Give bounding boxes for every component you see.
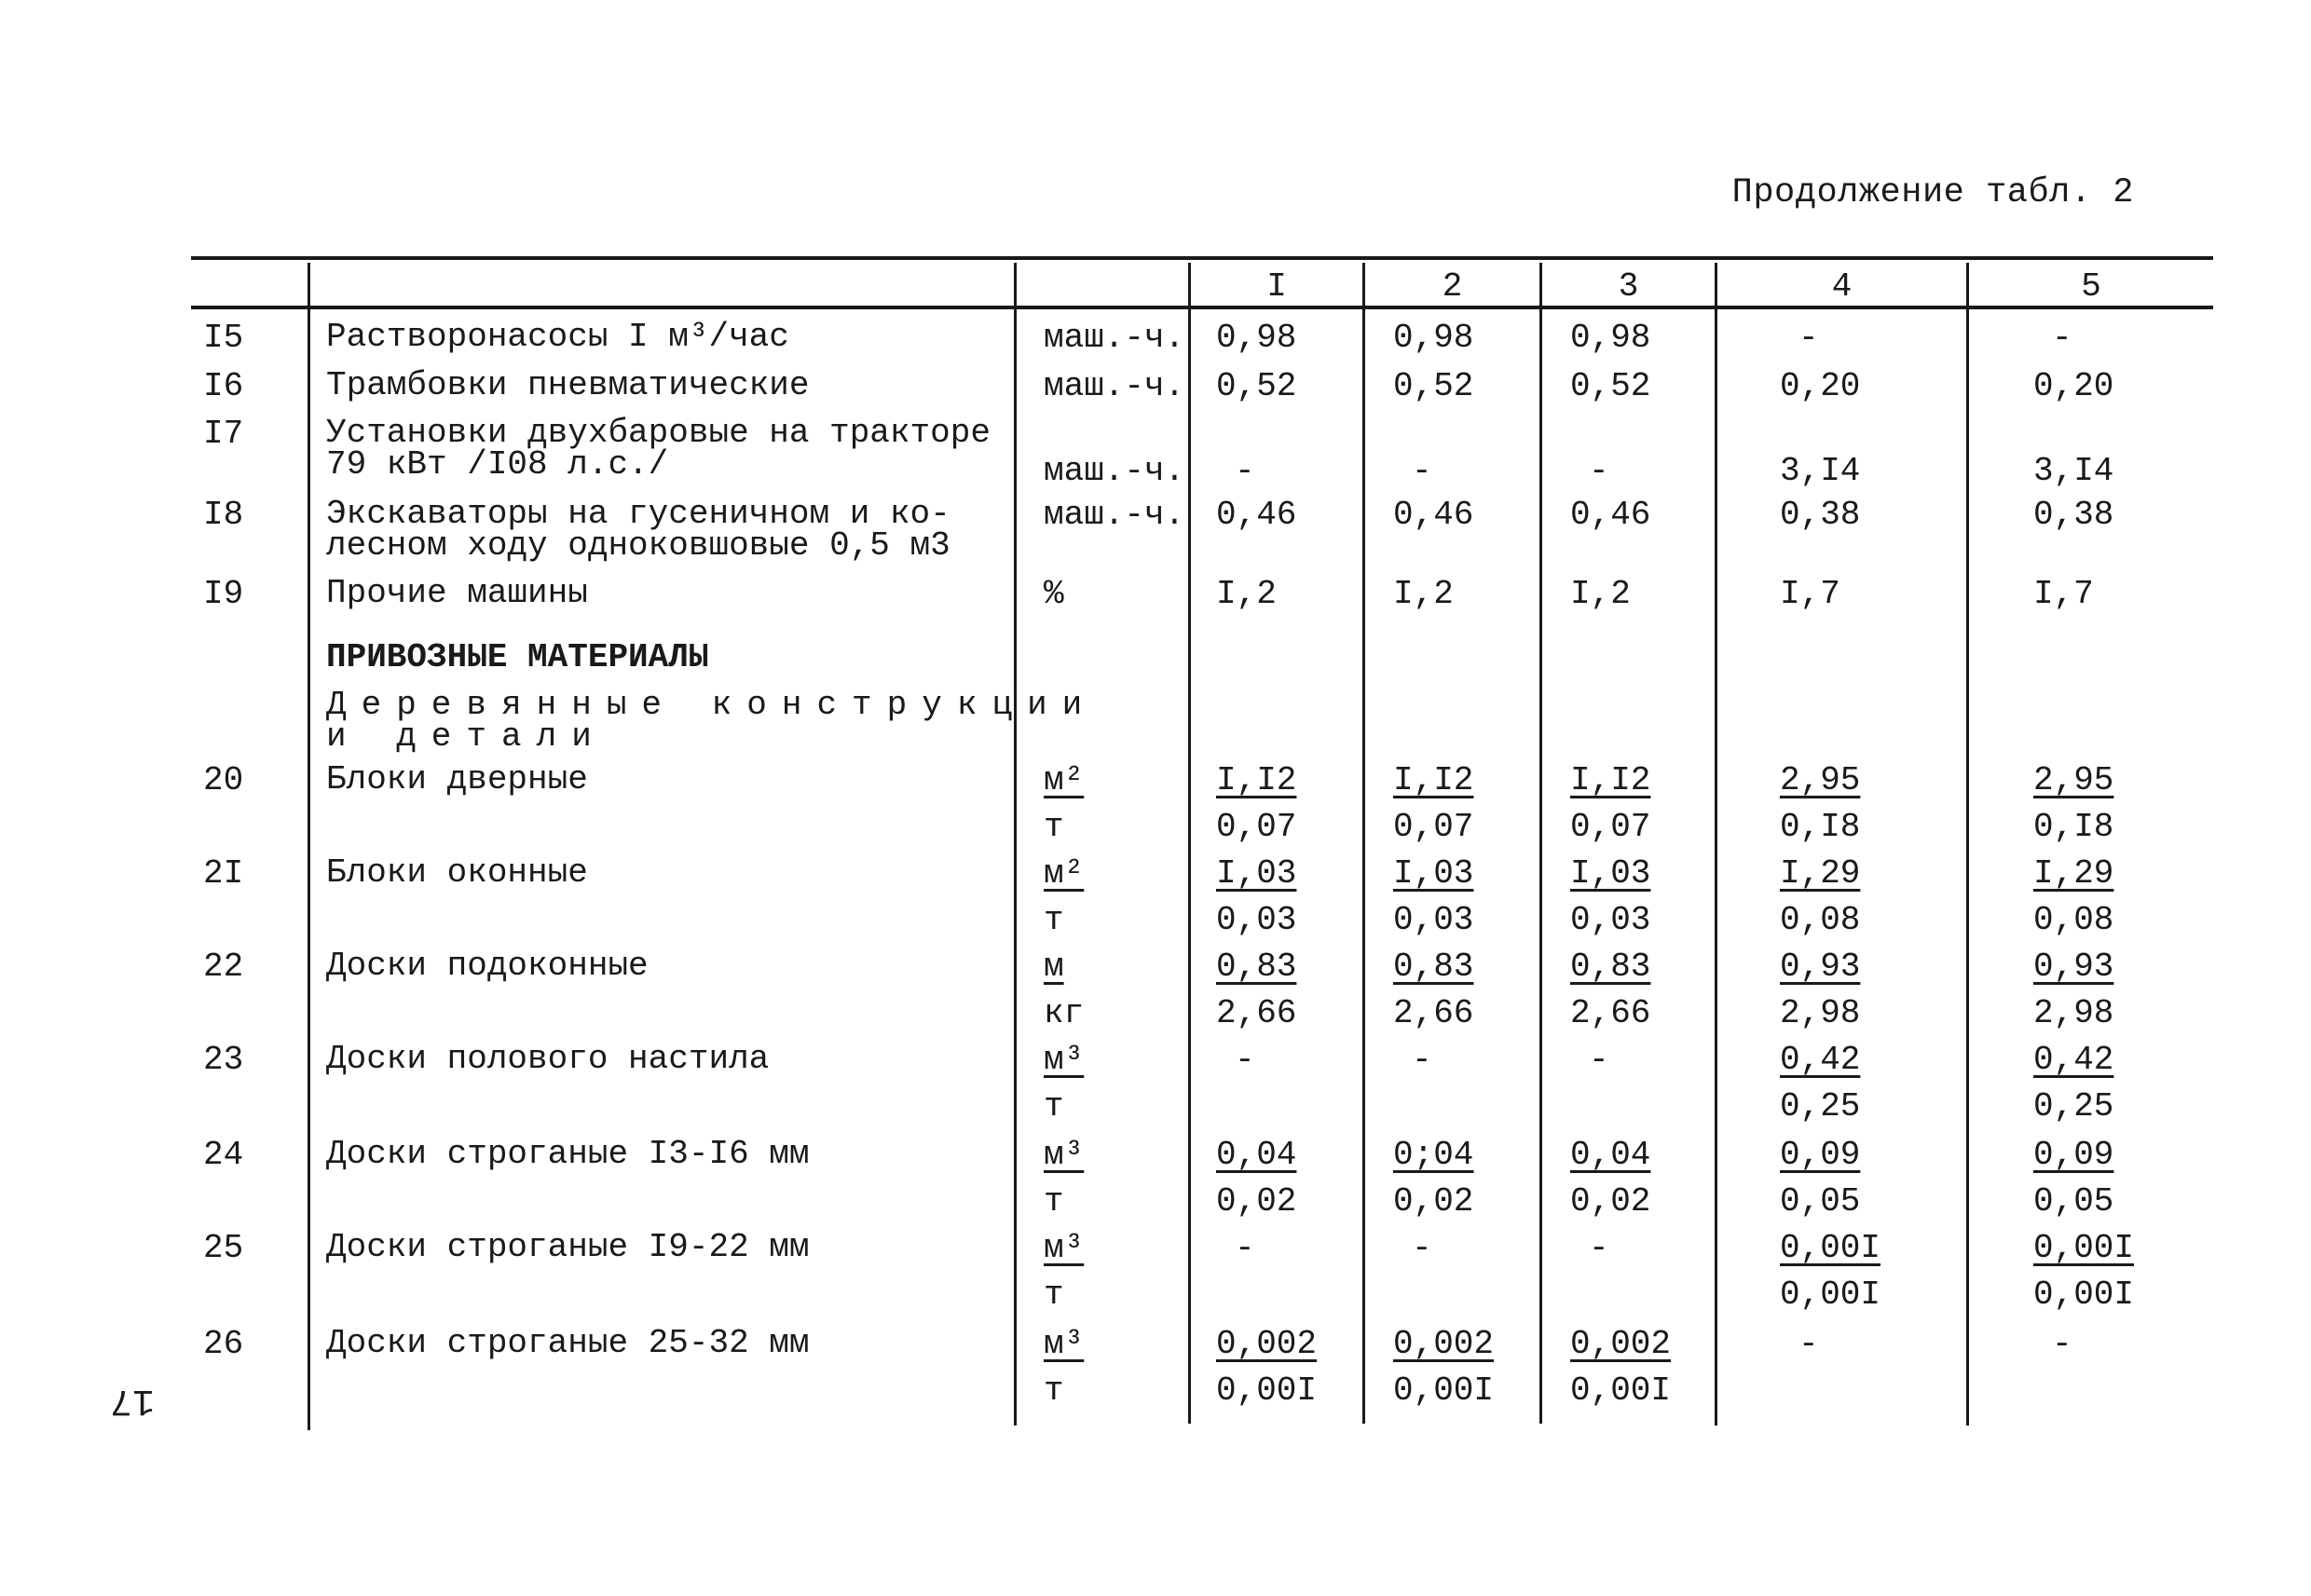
row-name: Экскаваторы на гусеничном и ко- [326,495,950,533]
value-cell: 0,03 [1570,901,1651,939]
column-header: 3 [1618,267,1639,306]
value-cell: 0,002 [1216,1325,1318,1363]
value-cell: 3,I4 [1780,452,1861,490]
value-cell: 0,00I [1393,1371,1495,1410]
value-cell: - [1235,1229,1255,1267]
value-cell: 0,20 [1780,367,1861,405]
value-cell: 0,05 [1780,1182,1861,1221]
value-cell: 0,05 [2033,1182,2114,1221]
value-cell: 0,03 [1393,901,1474,939]
value-cell: 0,07 [1216,808,1297,846]
value-cell: I,29 [2033,854,2114,893]
value-cell: 0,93 [2033,948,2114,986]
value-cell: 0,20 [2033,367,2114,405]
value-cell: 0,83 [1570,948,1651,986]
value-cell: 2,95 [1780,761,1861,799]
value-cell: 0,52 [1570,367,1651,405]
value-cell: 0,98 [1570,319,1651,357]
row-name: Доски полового настила [326,1040,770,1078]
row-name: 79 кВт /I08 л.с./ [326,445,669,484]
unit-label: кг [1044,994,1085,1032]
row-name: лесном ходу одноковшовые 0,5 м3 [326,526,950,565]
value-cell: - [1235,1041,1255,1079]
unit-label: т [1044,1371,1064,1410]
row-number: 2I [203,854,244,893]
value-cell: 0,83 [1216,948,1297,986]
unit-label: м [1044,948,1064,986]
row-number: I8 [203,496,244,534]
unit-label: маш.-ч. [1044,452,1185,490]
value-cell: - [2052,319,2072,357]
unit-label: т [1044,808,1064,846]
value-cell: 0;04 [1393,1136,1474,1174]
value-cell: 0,83 [1393,948,1474,986]
value-cell: 0,00I [2033,1275,2135,1314]
value-cell: - [1589,452,1609,490]
column-divider [1014,263,1017,1425]
value-cell: 0,46 [1570,496,1651,534]
value-cell: 0,09 [1780,1136,1861,1174]
row-number: 23 [203,1041,244,1079]
value-cell: - [1412,1041,1432,1079]
value-cell: - [1798,1325,1819,1363]
value-cell: - [1235,452,1255,490]
column-divider [1715,263,1717,1425]
unit-label: % [1044,575,1064,613]
row-number: 24 [203,1136,244,1174]
value-cell: 0,002 [1570,1325,1672,1363]
column-header: I [1266,267,1287,306]
unit-label: т [1044,1275,1064,1314]
row-number: 20 [203,761,244,799]
column-divider [1539,263,1542,1424]
value-cell: 2,95 [2033,761,2114,799]
value-cell: 0,46 [1393,496,1474,534]
column-divider [1188,263,1191,1424]
unit-label: м³ [1044,1229,1085,1267]
table-continuation-heading: Продолжение табл. 2 [1731,173,2134,212]
row-number: 22 [203,948,244,986]
column-header: 5 [2081,267,2101,306]
value-cell: I,7 [2033,575,2094,613]
value-cell: 0,03 [1216,901,1297,939]
row-number: I5 [203,319,244,357]
unit-label: маш.-ч. [1044,367,1185,405]
value-cell: 0,93 [1780,948,1861,986]
value-cell: 0,52 [1393,367,1474,405]
unit-label: т [1044,901,1064,939]
value-cell: I,2 [1216,575,1277,613]
value-cell: 0,002 [1393,1325,1495,1363]
value-cell: 0,42 [1780,1041,1861,1079]
row-number: I9 [203,575,244,613]
value-cell: I,03 [1393,854,1474,893]
value-cell: 0,00I [2033,1229,2135,1267]
row-name: Растворонасосы I м³/час [326,318,789,356]
unit-label: м³ [1044,1136,1085,1174]
row-name: Доски подоконные [326,947,649,985]
value-cell: 0,98 [1393,319,1474,357]
value-cell: 0,38 [1780,496,1861,534]
value-cell: 0,00I [1216,1371,1318,1410]
value-cell: 0,52 [1216,367,1297,405]
row-number: 26 [203,1325,244,1363]
value-cell: I,29 [1780,854,1861,893]
value-cell: 2,98 [2033,994,2114,1032]
value-cell: 0,00I [1780,1275,1881,1314]
section-heading: ПРИВОЗНЫЕ МАТЕРИАЛЫ [326,638,709,676]
value-cell: I,2 [1393,575,1454,613]
value-cell: I,I2 [1216,761,1297,799]
value-cell: 0,08 [1780,901,1861,939]
row-name: Доски строганые I3-I6 мм [326,1135,810,1173]
unit-label: м³ [1044,1325,1085,1363]
row-name: Установки двухбаровые на тракторе [326,414,991,452]
value-cell: 0,42 [2033,1041,2114,1079]
value-cell: 0,04 [1570,1136,1651,1174]
page-number: 17 [110,1379,156,1421]
subsection-heading: и детали [326,717,607,756]
value-cell: - [2052,1325,2072,1363]
row-name: Трамбовки пневматические [326,366,810,404]
row-name: Блоки дверные [326,760,588,798]
row-number: 25 [203,1229,244,1267]
value-cell: 3,I4 [2033,452,2114,490]
unit-label: т [1044,1182,1064,1221]
value-cell: I,I2 [1570,761,1651,799]
value-cell: 0,25 [1780,1087,1861,1125]
subsection-heading: Деревянные конструкции [326,686,1098,724]
value-cell: I,I2 [1393,761,1474,799]
column-header: 2 [1442,267,1463,306]
value-cell: 0,38 [2033,496,2114,534]
value-cell: - [1412,452,1432,490]
value-cell: 0,00I [1570,1371,1672,1410]
column-divider [1362,263,1365,1424]
column-header: 4 [1831,267,1853,306]
value-cell: 0,I8 [2033,808,2114,846]
value-cell: 0,02 [1216,1182,1297,1221]
unit-label: м² [1044,761,1085,799]
row-name: Доски строганые I9-22 мм [326,1228,810,1266]
value-cell: - [1589,1041,1609,1079]
value-cell: 0,09 [2033,1136,2114,1174]
value-cell: 0,02 [1393,1182,1474,1221]
value-cell: 0,00I [1780,1229,1881,1267]
row-number: I7 [203,415,244,453]
value-cell: 0,07 [1570,808,1651,846]
value-cell: - [1798,319,1819,357]
value-cell: I,2 [1570,575,1631,613]
value-cell: I,03 [1570,854,1651,893]
unit-label: м³ [1044,1041,1085,1079]
header-bottom-rule [191,306,2213,309]
table-top-rule [191,256,2213,260]
value-cell: 2,66 [1570,994,1651,1032]
value-cell: - [1412,1229,1432,1267]
column-divider [1966,263,1969,1425]
value-cell: 0,04 [1216,1136,1297,1174]
column-divider [308,263,310,1430]
row-name: Доски строганые 25-32 мм [326,1324,810,1362]
row-number: I6 [203,367,244,405]
value-cell: 2,98 [1780,994,1861,1032]
value-cell: - [1589,1229,1609,1267]
row-name: Прочие машины [326,574,588,612]
unit-label: маш.-ч. [1044,319,1185,357]
value-cell: I,7 [1780,575,1840,613]
value-cell: 0,25 [2033,1087,2114,1125]
value-cell: 0,46 [1216,496,1297,534]
value-cell: 0,98 [1216,319,1297,357]
unit-label: маш.-ч. [1044,496,1185,534]
value-cell: 0,02 [1570,1182,1651,1221]
value-cell: I,03 [1216,854,1297,893]
value-cell: 2,66 [1216,994,1297,1032]
unit-label: м² [1044,854,1085,893]
value-cell: 2,66 [1393,994,1474,1032]
value-cell: 0,08 [2033,901,2114,939]
value-cell: 0,07 [1393,808,1474,846]
value-cell: 0,I8 [1780,808,1861,846]
row-name: Блоки оконные [326,853,588,892]
unit-label: т [1044,1087,1064,1125]
